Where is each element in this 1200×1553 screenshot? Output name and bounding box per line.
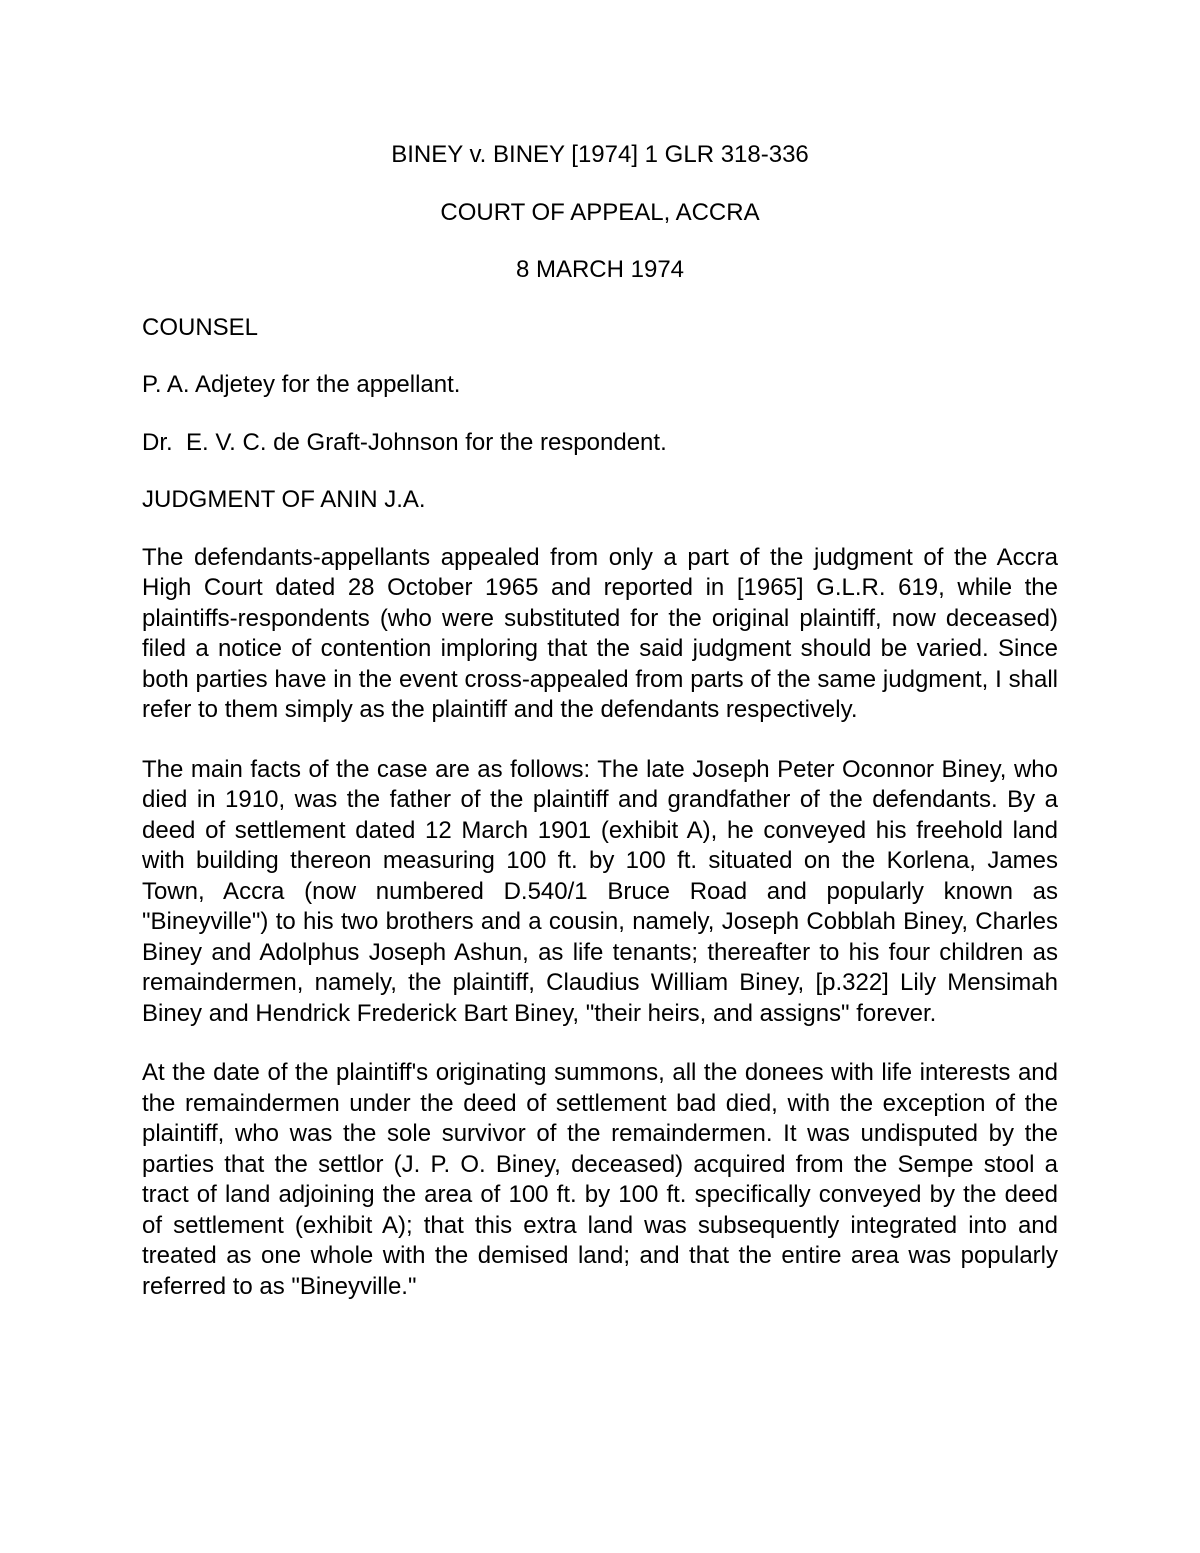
judgment-paragraph: The main facts of the case are as follows: The late Joseph Peter Oconnor Biney, who died in 1910, was the father of the plaintiff and grandfather of the defendants. By a deed of settlement dated 12 March 1901 (exhibit A), he conveyed his freehold land with building thereon measuring 100 ft. by 100 ft. situated on the Korlena, James Town, Accra (now numbered D.540/1 Bruce Road and popularly known as "Bineyville") to his two brothers and a cousin, namely, Joseph Cobblah Biney, Charles Biney and Adolphus Joseph Ashun, as life tenants; thereafter to his four children as remaindermen, namely, the plaintiff, Claudius William Biney, [p.322] Lily Mensimah Biney and Hendrick Frederick Bart Biney, "their heirs, and assigns" forever. (142, 755, 1058, 1027)
judgment-paragraph: At the date of the plaintiff's originating summons, all the donees with life interests and the remaindermen under the deed of settlement bad died, with the exception of the plaintiff, who was the sole survivor of the remaindermen. It was undisputed by the parties that the settlor (J. P. O. Biney, deceased) acquired from the Sempe stool a tract of land adjoining the area of 100 ft. by 100 ft. specifically conveyed by the deed of settlement (exhibit A); that this extra land was subsequently integrated into and treated as one whole with the demised land; and that the entire area was popularly referred to as "Bineyville." (142, 1059, 1058, 1300)
court-name: COURT OF APPEAL, ACCRA (440, 198, 760, 226)
case-citation: BINEY v. BINEY [1974] 1 GLR 318-336 (391, 141, 809, 168)
counsel-respondent: Dr. E. V. C. de Graft-Johnson for the respondent. (142, 428, 667, 456)
judgment-paragraph: The defendants-appellants appealed from only a part of the judgment of the Accra High Court dated 28 October 1965 and reported in [1965] G.L.R. 619, while the plaintiffs-respondents (who were substituted for the original plaintiff, now deceased) filed a notice of contention imploring that the said judgment should be varied. Since both parties have in the event cross-appealed from parts of the same judgment, I shall refer to them simply as the plaintiff and the defendants respectively. (142, 543, 1058, 723)
counsel-heading: COUNSEL (142, 313, 259, 341)
counsel-appellant: P. A. Adjetey for the appellant. (142, 371, 461, 398)
document-body (142, 140, 1058, 1302)
judgment-heading: JUDGMENT OF ANIN J.A. (142, 486, 426, 513)
judgment-date: 8 MARCH 1974 (515, 256, 685, 283)
